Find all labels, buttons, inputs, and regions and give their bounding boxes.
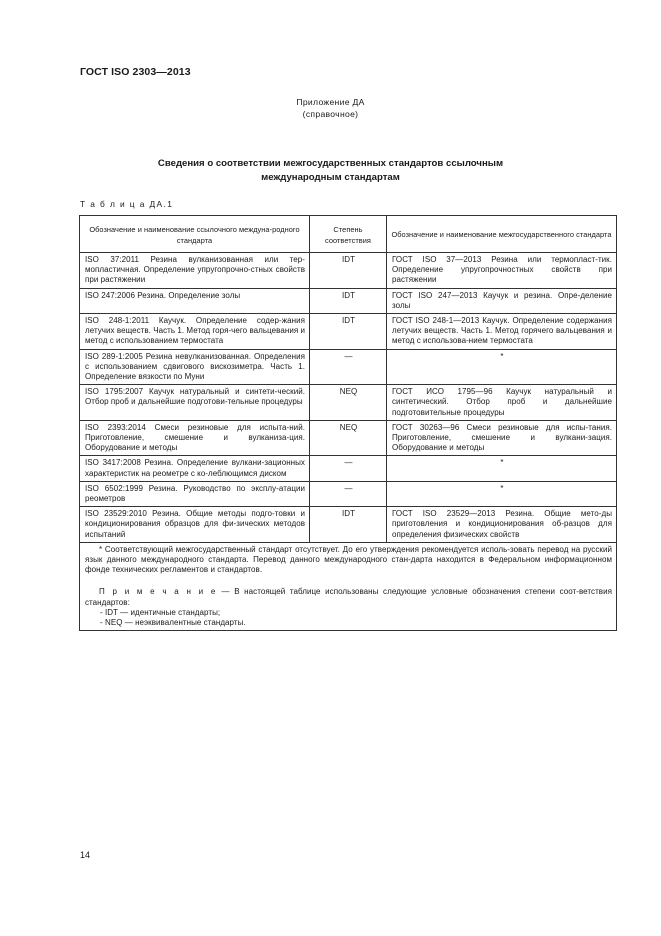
table-row (80, 314, 617, 350)
degree-cell: IDT (310, 253, 387, 289)
page-number: 14 (80, 850, 91, 860)
table-row (80, 420, 617, 456)
international-standard-cell: ISO 6502:1999 Резина. Руководство по эксплу-атации реометров (80, 481, 310, 506)
table-footer-row (80, 542, 617, 630)
international-standard-cell: ISO 247:2006 Резина. Определение золы (80, 288, 310, 313)
interstate-standard-cell: ГОСТ ИСО 1795—96 Каучук натуральный и синтетический. Отбор проб и дальнейшие подготовительные процедуры (387, 385, 617, 421)
interstate-standard-cell: * (387, 456, 617, 481)
table-row (80, 288, 617, 313)
header-degree: Степень соответствия (310, 216, 387, 253)
international-standard-cell: ISO 289-1:2005 Резина невулканизованная. Определения с использованием сдвигового вискозиметра. Часть 1. Определение вязкости по Муни (80, 349, 310, 385)
interstate-standard-cell: ГОСТ ISO 37—2013 Резина или термопласт-тик. Определение упругопрочностных свойств при растяжении (387, 253, 617, 289)
table-row (80, 349, 617, 385)
degree-cell: NEQ (310, 385, 387, 421)
degree-cell: — (310, 456, 387, 481)
degree-cell: IDT (310, 314, 387, 350)
appendix-type: (справочное) (302, 109, 359, 119)
degree-cell: — (310, 349, 387, 385)
table-footer (80, 542, 617, 630)
interstate-standard-cell: ГОСТ ISO 247—2013 Каучук и резина. Опре-деление золы (387, 288, 617, 313)
section-title-line-1: Сведения о соответствии межгосударственных стандартов ссылочным (157, 158, 504, 169)
international-standard-cell: ISO 2393:2014 Смеси резиновые для испыта-ний. Приготовление, смешение и вулканиза-ция. Оборудование и методы (80, 420, 310, 456)
table-row (80, 481, 617, 506)
interstate-standard-cell: ГОСТ ISO 248-1—2013 Каучук. Определение содержания летучих веществ. Часть 1. Метод горячего вальцевания и метод с использова-нием термостата (387, 314, 617, 350)
interstate-standard-cell: ГОСТ ISO 23529—2013 Резина. Общие мето-ды приготовления и кондиционирования об-разцов для определения физических свойств (387, 507, 617, 543)
international-standard-cell: ISO 248-1:2011 Каучук. Определение содер-жания летучих веществ. Часть 1. Метод горя-чего вальцевания и метод с использованием термостата (80, 314, 310, 350)
table-row (80, 456, 617, 481)
document-id: ГОСТ ISO 2303—2013 (80, 66, 191, 78)
international-standard-cell: ISO 23529:2010 Резина. Общие методы подго-товки и кондиционирования образцов для фи-зических методов испытаний (80, 507, 310, 543)
correspondence-table (79, 215, 617, 631)
footnote: * Соответствующий межгосударственный стандарт отсутствует. До его утверждения рекомендуется исполь-зовать перевод на русский язык данного международного стандарта. Перевод данного международного стан-дарта находится в Федеральном информационном фонде технических регламентов и стандартов. (85, 544, 612, 575)
table-label: Т а б л и ц а ДА.1 (80, 199, 174, 209)
international-standard-cell: ISO 3417:2008 Резина. Определение вулкани-зационных характеристик на реометре с ко-леблющимся диском (80, 456, 310, 481)
degree-cell: — (310, 481, 387, 506)
interstate-standard-cell: ГОСТ 30263—96 Смеси резиновые для испы-тания. Приготовление, смешение и вулкани-зация. Оборудование и методы (387, 420, 617, 456)
international-standard-cell: ISO 1795:2007 Каучук натуральный и синтети-ческий. Отбор проб и дальнейшие подготови-тельные процедуры (80, 385, 310, 421)
international-standard-cell: ISO 37:2011 Резина вулканизованная или тер-мопластичная. Определение упругопрочно-стных свойств при растяжении (80, 253, 310, 289)
note-item-neq: - NEQ — неэквивалентные стандарты. (100, 618, 246, 628)
note-item-idt: - IDT — идентичные стандарты; (100, 607, 221, 617)
header-interstate-standard: Обозначение и наименование межгосударственного стандарта (387, 216, 617, 253)
degree-cell: IDT (310, 507, 387, 543)
table-header-row (80, 216, 617, 253)
degree-cell: IDT (310, 288, 387, 313)
table-row (80, 253, 617, 289)
note-text: — В настоящей таблице использованы следующие условные обозначения степени соот-ветствия стандартов: (85, 587, 612, 607)
header-international-standard: Обозначение и наименование ссылочного междуна-родного стандарта (80, 216, 310, 253)
note-intro (85, 587, 612, 607)
degree-cell: NEQ (310, 420, 387, 456)
interstate-standard-cell: * (387, 349, 617, 385)
note-block (85, 587, 612, 628)
table-row (80, 385, 617, 421)
interstate-standard-cell: * (387, 481, 617, 506)
appendix-title: Приложение ДА (296, 97, 365, 107)
note-word: П р и м е ч а н и е (99, 587, 217, 597)
table-row (80, 507, 617, 543)
section-title-line-2: международным стандартам (261, 172, 400, 183)
